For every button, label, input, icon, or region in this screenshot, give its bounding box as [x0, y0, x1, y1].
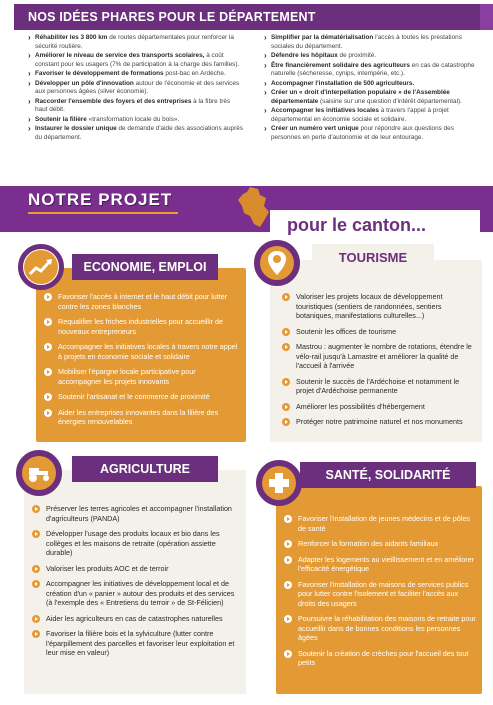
idea-text: de proximité. — [337, 52, 377, 60]
list-item — [284, 649, 476, 668]
ideas-left-column — [28, 34, 244, 143]
list-item — [284, 539, 476, 549]
list-item-text: Soutenir la création de crèches pour l'accueil des tout petits — [298, 648, 469, 667]
agriculture-icon-circle — [16, 450, 62, 496]
ideas-right-column — [264, 34, 480, 143]
sante-list — [284, 514, 476, 674]
bullet-arrow-icon — [284, 650, 292, 658]
tourisme-icon-circle — [254, 240, 300, 286]
bullet-arrow-icon — [44, 293, 52, 301]
list-item-text: Aider les agriculteurs en cas de catastrophes naturelles — [46, 613, 223, 623]
bullet-arrow-icon — [284, 515, 292, 523]
idea-bold-text: Défendre les hôpitaux — [271, 52, 338, 60]
list-item-text: Aider les entreprises innovantes dans la filière des énergies renouvelables — [58, 407, 219, 426]
idea-item — [264, 125, 480, 142]
idea-bold-text: Développer un pôle d'innovation — [35, 79, 134, 87]
bullet-arrow-icon — [284, 556, 292, 564]
bullet-arrow-icon — [282, 343, 290, 351]
bullet-arrow-icon — [282, 328, 290, 336]
bullet-arrow-icon — [282, 403, 290, 411]
list-item — [32, 564, 240, 574]
list-item — [44, 292, 240, 311]
idea-text: «transformation locale du bois». — [86, 115, 180, 123]
bullet-arrow-icon — [284, 581, 292, 589]
bullet-arrow-icon — [32, 615, 40, 623]
list-item-text: Soutenir les offices de tourisme — [296, 326, 397, 336]
idea-item — [264, 62, 480, 79]
idea-text: de demande d'aide des associations auprès du département. — [35, 125, 243, 141]
list-item-text: Poursuivre la réhabilitation des maisons de retraite pour accueillir dans de bonnes conditions les personnes âgées — [298, 614, 476, 642]
list-item-text: Mobiliser l'épargne locale participative pour accompagner les projets innovants — [58, 367, 196, 386]
bullet-arrow-icon — [44, 409, 52, 417]
idea-bold-text: Créer un numéro vert unique — [271, 125, 359, 133]
list-item-text: Préserver les terres agricoles et accompagner l'installation d'agriculteurs (PANDA) — [46, 504, 232, 523]
bullet-arrow-icon — [32, 530, 40, 538]
list-item — [32, 579, 240, 608]
ardeche-map-icon — [236, 186, 272, 228]
list-item — [44, 317, 240, 336]
idea-bold-text: Instaurer le dossier unique — [35, 125, 117, 133]
idea-text: post-bac en Ardèche. — [163, 70, 226, 78]
ideas-section — [28, 34, 480, 184]
idea-item — [264, 52, 480, 61]
list-item — [32, 529, 240, 558]
economie-list — [44, 292, 240, 433]
list-item-text: Protéger notre patrimoine naturel et nos monuments — [296, 417, 463, 426]
list-item — [282, 377, 476, 396]
list-item — [284, 614, 476, 643]
idea-item — [28, 34, 244, 51]
economie-icon-circle — [18, 244, 64, 290]
idea-bold-text: Accompagner les initiatives locales — [271, 107, 379, 115]
list-item — [32, 504, 240, 523]
bullet-arrow-icon — [282, 418, 290, 426]
list-item — [44, 392, 240, 402]
idea-bold-text: Être financièrement solidaire des agriculteurs — [271, 61, 410, 69]
idea-bold-text: Favoriser le développement de formations — [35, 70, 164, 78]
idea-text: autour de l'économie et des services aux personnes âgées (silver économie). — [35, 79, 240, 96]
list-item-text: Favoriser l'installation de maisons de services publics pour lutter contre l'isolement et faciliter l'accès aux droits des usagers — [298, 579, 469, 608]
list-item — [44, 367, 240, 386]
list-item-text: Soutenir le succès de l'Ardéchoise et notamment le projet d'Ardéchoise permanente — [296, 376, 460, 395]
list-item-text: Renforcer la formation des aidants familiaux — [298, 539, 439, 548]
list-item — [282, 342, 476, 371]
idea-bold-text: Soutenir la filière — [35, 115, 87, 123]
bullet-arrow-icon — [44, 343, 52, 351]
idea-item — [28, 98, 244, 115]
idea-item — [28, 70, 244, 79]
sante-icon-circle — [256, 460, 302, 506]
list-item-text: Adapter les logements au vieillissement et en améliorer l'efficacité énergétique — [298, 554, 475, 573]
agriculture-title: AGRICULTURE — [72, 456, 218, 482]
project-banner-title: NOTRE PROJET — [28, 190, 173, 209]
list-item-text: Favoriser la filière bois et la sylviculture (lutter contre l'éparpillement des parcelles et favoriser leur exploitation et leur mise en valeur) — [46, 629, 235, 657]
list-item — [44, 342, 240, 361]
idea-text: à travers l'appel à projet départemental en économie sociale et solidaire. — [271, 107, 449, 123]
idea-bold-text: Créer un « droit d'interpellation populaire » de l'Assemblée départementale — [271, 89, 450, 105]
bullet-arrow-icon — [32, 565, 40, 573]
bullet-arrow-icon — [282, 293, 290, 301]
idea-item — [28, 116, 244, 125]
list-item — [284, 555, 476, 574]
idea-item — [264, 89, 480, 106]
idea-bold-text: Réhabiliter les 3 800 km — [35, 34, 108, 41]
project-banner-subtitle: pour le canton... — [287, 215, 427, 235]
agriculture-list — [32, 504, 240, 664]
banner-underline — [28, 212, 178, 214]
bullet-arrow-icon — [32, 505, 40, 513]
idea-text: en cas de catastrophe naturelle (sécheresse, cynips, intempérie, etc.). — [271, 61, 475, 78]
bullet-arrow-icon — [44, 393, 52, 401]
list-item — [44, 408, 240, 427]
tourisme-list — [282, 292, 476, 433]
location-pin-icon — [259, 245, 295, 281]
idea-item — [264, 80, 480, 89]
idea-item — [264, 34, 480, 51]
list-item — [282, 327, 476, 337]
list-item — [284, 514, 476, 533]
bullet-arrow-icon — [44, 318, 52, 326]
list-item — [282, 417, 476, 427]
list-item-text: Accompagner les initiatives locales à travers notre appel à projets en économie sociale et solidaire — [58, 342, 238, 361]
idea-text: de routes départementales pour renforcer la sécurité routière. — [35, 34, 234, 50]
list-item-text: Accompagner les initiatives de développement local et de création d'un « panier » autour des produits et des services (à l'exemple des « Entretiens du terroir » de St-Félicien) — [46, 579, 235, 607]
tourisme-title: TOURISME — [312, 244, 434, 270]
idea-bold-text: Accompagner l'installation de 500 agriculteurs. — [271, 79, 415, 87]
list-item — [284, 580, 476, 609]
idea-text: l'accès à toutes les prestations sociales du département. — [271, 34, 462, 50]
idea-bold-text: Raccorder l'ensemble des foyers et des entreprises — [35, 97, 192, 105]
idea-item — [28, 80, 244, 97]
idea-bold-text: Améliorer le niveau de service des transports scolaires, — [35, 52, 205, 60]
bullet-arrow-icon — [44, 368, 52, 376]
list-item-text: Valoriser les projets locaux de développement touristiques (sentiers de randonnées, sentiers botaniques, manifestations culturelles...) — [296, 292, 443, 320]
idea-item — [28, 52, 244, 69]
list-item — [32, 629, 240, 658]
list-item — [282, 402, 476, 412]
growth-chart-icon — [23, 249, 59, 285]
health-cross-icon — [261, 465, 297, 501]
list-item-text: Mastrou : augmenter le nombre de rotations, étendre le vélo-rail jusqu'à Lamastre et améliorer la qualité de l'accueil à l'arrivée — [296, 342, 472, 370]
idea-text: (saisine sur une question d'intérêt départemental). — [318, 97, 462, 105]
bullet-arrow-icon — [284, 615, 292, 623]
list-item — [282, 292, 476, 321]
list-item-text: Soutenir l'artisanat et le commerce de proximité — [58, 392, 210, 401]
list-item-text: Requalifier les friches industrielles pour accueillir de nouveaux entrepreneurs — [58, 317, 223, 336]
list-item-text: Valoriser les produits AOC et de terroir — [46, 563, 169, 573]
page-title: NOS IDÉES PHARES POUR LE DÉPARTEMENT — [14, 4, 480, 30]
tractor-icon — [21, 455, 57, 491]
economie-title: ECONOMIE, EMPLOI — [72, 254, 218, 280]
idea-text: à la fibre très haut débit. — [35, 97, 231, 114]
bullet-arrow-icon — [284, 540, 292, 548]
idea-item — [28, 125, 244, 142]
idea-text: pour répondre aux questions des personnes en perte d'autonomie et de leur entourage. — [271, 125, 454, 141]
bullet-arrow-icon — [282, 378, 290, 386]
bullet-arrow-icon — [32, 580, 40, 588]
list-item-text: Améliorer les possibilités d'hébergement — [296, 401, 425, 411]
idea-text: à coût constant pour les usagers (7% de participation à la charge des familles). — [35, 52, 240, 68]
list-item — [32, 614, 240, 624]
sante-title: SANTÉ, SOLIDARITÉ — [300, 462, 476, 488]
idea-bold-text: Simplifier par la dématérialisation — [271, 34, 374, 41]
list-item-text: Favoriser l'installation de jeunes médecins et de pôles de santé — [298, 514, 470, 533]
idea-item — [264, 107, 480, 124]
list-item-text: Favoriser l'accès à internet et le haut débit pour lutter contre les zones blanches — [58, 292, 228, 311]
list-item-text: Développer l'usage des produits locaux et bio dans les collèges et les maisons de retraite (opération assiette durable) — [46, 529, 220, 557]
bullet-arrow-icon — [32, 630, 40, 638]
